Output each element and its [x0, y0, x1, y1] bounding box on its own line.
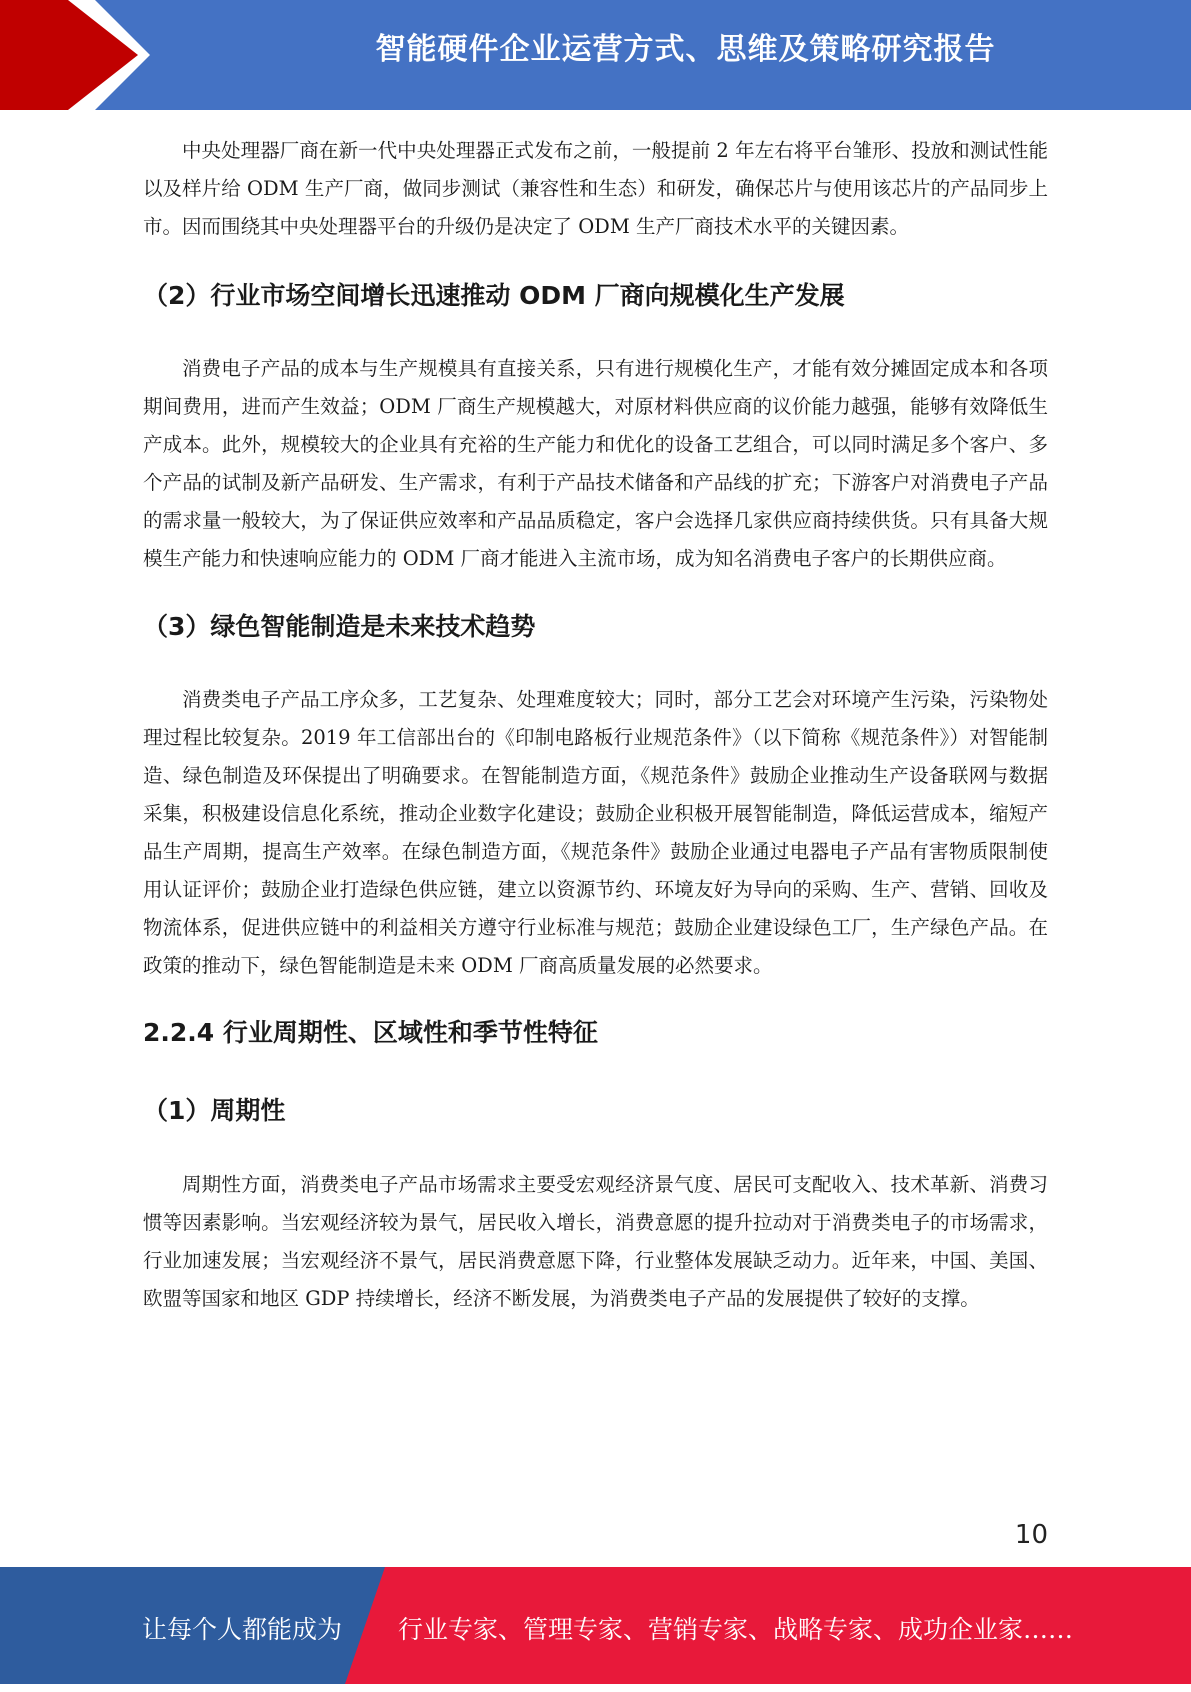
paragraph-cyclicality: 周期性方面，消费类电子产品市场需求主要受宏观经济景气度、居民可支配收入、技术革新、消费习惯等因素影响。当宏观经济较为景气，居民收入增长，消费意愿的提升拉动对于消费类电子的市场需求，行业加速发展；当宏观经济不景气，居民消费意愿下降，行业整体发展缺乏动力。近年来，中国、美国、欧盟等国家和地区 GDP 持续增长，经济不断发展，为消费类电子产品的发展提供了较好的支撑。 — [143, 1173, 1048, 1310]
page-footer — [0, 1567, 1191, 1684]
header-red-arrow — [0, 0, 142, 110]
paragraph-green-manufacturing: 消费类电子产品工序众多，工艺复杂、处理难度较大；同时，部分工艺会对环境产生污染，污染物处理过程比较复杂。2019 年工信部出台的《印制电路板行业规范条件》（以下简称《规范条件》）对智能制造、绿色制造及环保提出了明确要求。在智能制造方面，《规范条件》鼓励企业推动生产设备联网与数据采集，积极建设信息化系统，推动企业数字化建设；鼓励企业积极开展智能制造，降低运营成本，缩短产品生产周期，提高生产效率。在绿色制造方面，《规范条件》鼓励企业通过电器电子产品有害物质限制使用认证评价；鼓励企业打造绿色供应链，建立以资源节约、环境友好为导向的采购、生产、营销、回收及物流体系，促进供应链中的利益相关方遵守行业标准与规范；鼓励企业建设绿色工厂，生产绿色产品。在政策的推动下，绿色智能制造是未来 ODM 厂商高质量发展的必然要求。 — [143, 688, 1048, 977]
document-body — [143, 132, 1048, 1318]
heading-market-scale: （2）行业市场空间增长迅速推动 ODM 厂商向规模化生产发展 — [143, 281, 845, 310]
paragraph-scale-production: 消费电子产品的成本与生产规模具有直接关系，只有进行规模化生产，才能有效分摊固定成本和各项期间费用，进而产生效益；ODM 厂商生产规模越大，对原材料供应商的议价能力越强，能够有效降低生产成本。此外，规模较大的企业具有充裕的生产能力和优化的设备工艺组合，可以同时满足多个客户、多个产品的试制及新产品研发、生产需求，有利于产品技术储备和产品线的扩充；下游客户对消费电子产品的需求量一般较大，为了保证供应效率和产品品质稳定，客户会选择几家供应商持续供货。只有具备大规模生产能力和快速响应能力的 ODM 厂商才能进入主流市场，成为知名消费电子客户的长期供应商。 — [143, 357, 1048, 570]
footer-slogan-left: 让每个人都能成为 — [142, 1615, 343, 1644]
header-title: 智能硬件企业运营方式、思维及策略研究报告 — [375, 32, 996, 67]
paragraph-cpu-platform: 中央处理器厂商在新一代中央处理器正式发布之前，一般提前 2 年左右将平台雏形、投放和测试性能以及样片给 ODM 生产厂商，做同步测试（兼容性和生态）和研发，确保芯片与使用该芯片的产品同步上市。因而围绕其中央处理器平台的升级仍是决定了 ODM 生产厂商技术水平的关键因素。 — [143, 139, 1048, 238]
heading-section-2-2-4: 2.2.4 行业周期性、区域性和季节性特征 — [143, 1018, 598, 1047]
heading-cyclicality: （1）周期性 — [143, 1096, 286, 1125]
page-number: 10 — [1014, 1520, 1048, 1550]
page-header — [0, 0, 1191, 110]
heading-green-manufacturing: （3）绿色智能制造是未来技术趋势 — [143, 612, 536, 641]
footer-slogan-right: 行业专家、管理专家、营销专家、战略专家、成功企业家…… — [398, 1615, 1074, 1644]
